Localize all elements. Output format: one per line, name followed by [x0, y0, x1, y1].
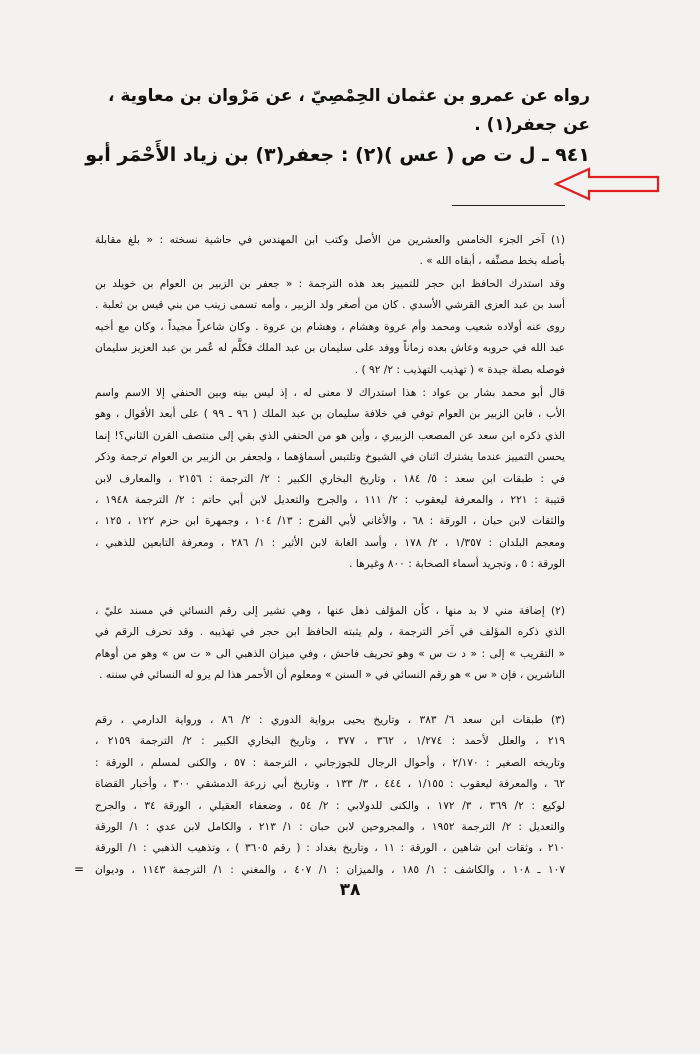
footnote-line: الذي ذكره ابن سعد عن المصعب الزبيري ، وأين هو من الحنفي الذي بقي إلى منتصف القرن الثاني؟! إنما	[95, 429, 565, 442]
footnote-separator	[452, 205, 565, 206]
footnote-line: ٢١٠ ، وثقات ابن شاهين ، الورقة : ١١ ، وتاريخ بغداد : ( رقم ٣٦٠٥ ) ، وتذهيب الذهبي : ١/ الورقة	[95, 842, 565, 855]
footnote-2	[95, 601, 565, 687]
footnote-line: في : طبقات ابن سعد : ٥/ ١٨٤ ، وتاريخ البخاري الكبير : ٢/ الترجمة : ٢١٥٦ ، والمعارف لابن	[95, 472, 565, 485]
footnote-line: والثقات لابن حبان ، الورقة : ٦٨ ، والأغاني لأبي الفرج : ١٣/ ١٠٤ ، وجمهرة ابن حزم ١٢٢ ، ١٢٥ ،	[95, 515, 565, 528]
footnote-line: « التقريب » إلى : « د ت س » وهو تحريف فاحش ، وفي ميزان الذهبي الى « ت س » وهو من أوهام	[95, 647, 565, 660]
main-text-line-1: رواه عن عمرو بن عثمان الحِمْصِيّ ، عن مَرْوان بن معاوية ،	[108, 86, 590, 106]
footnote-line: (٢) إضافة مني لا بد منها ، كأن المؤلف ذهل عنها ، وهي تشير إلى رقم النسائي في مسند عليّ ،	[95, 605, 565, 617]
footnote-line: يحسن التمييز عندما يشترك اثنان في الشيوخ وتلتبس أسماؤهما ، ولجعفر بن الزبير بن العوام ترجمة وذكر	[95, 451, 565, 464]
footnote-line: أسد بن عبد العزى القرشي الأسدي . كان من أصغر ولد الزبير ، وأمه تسمى زينب من بني قيس بن ثعلبة .	[95, 299, 565, 312]
main-text-line-2: عن جعفر(١) .	[474, 115, 590, 135]
footnote-line: وقد استدرك الحافظ ابن حجر للتمييز بعد هذه الترجمة : « جعفر بن الزبير بن العوام بن خويلد بن	[95, 278, 565, 290]
footnote-3	[95, 710, 565, 881]
footnote-line: بأصله بخط مصنِّفه ، أبقاه الله » .	[419, 255, 565, 268]
footnote-line: لوكيع : ٢/ ٣٦٩ ، ٣/ ١٧٢ ، والكنى للدولابي : ٢/ ٥٤ ، وضعفاء العقيلي ، الورقة ٣٤ ، والجرح	[95, 799, 565, 812]
footnote-line: قتيبة : ٢٢١ ، والمعرفة ليعقوب : ٢/ ١١١ ، والجرح والتعديل لابن أبي حاتم : ٢/ الترجمة ١٩٤٨ ،	[95, 493, 565, 506]
footnote-line: ومعجم البلدان : ١/٣٥٧ ، ٢/ ١٧٨ ، وأسد الغابة لابن الأثير : ١/ ٢٨٦ ، ومعرفة التابعين للذهبي ،	[95, 536, 565, 549]
footnote-line: قال أبو محمد بشار بن عواد : هذا استدراك لا معنى له ، إذ ليس بينه وبين الحنفي إلا الاسم واسم	[95, 387, 565, 399]
footnote-line: الذي ذكره المؤلف في آخر الترجمة ، ولم يثبته الحافظ ابن حجر في تهذيبه . وقد تحرف الرقم في	[95, 626, 565, 639]
footnote-line: ٦٢ ، والمعرفة ليعقوب : ١/١٥٥ ، ٤٤٤ ، ٣/ ١٣٣ ، وتاريخ أبي زرعة الدمشقي ٣٠٠ ، وأخبار القضاة	[95, 778, 565, 791]
continuation-mark: =	[74, 862, 85, 876]
footnote-line: الناشرين ، فإن « س » هو رقم النسائي في « السنن » ومعلوم أن الأحمر هذا لم يرو له النسائي في سننه .	[99, 669, 565, 682]
footnote-line: وتاريخه الصغير : ٢/١٧٠ ، وأحوال الرجال للجوزجاني ، الترجمة : ٥٧ ، والكنى لمسلم ، الورقة :	[95, 756, 565, 769]
footnote-line: روى عنه أولاده شعيب ومحمد وأم عروة وهشام ، وهشام بن عروة . وكان شاعراً مجيداً ، وكان مع أخيه	[95, 320, 565, 333]
footnote-line: (١) آخر الجزء الخامس والعشرين من الأصل وكتب ابن المهندس في حاشية نسخته : « بلغ مقابلة	[95, 234, 565, 246]
page-number: ٣٨	[339, 880, 361, 900]
footnote-line: ٢١٩ ، والعلل لأحمد : ١/٢٧٤ ، ٣٦٢ ، ٣٧٧ ، وتاريخ البخاري الكبير : ٢/ الترجمة ٢١٥٩ ،	[95, 735, 565, 748]
red-arrow-left-icon	[553, 166, 663, 202]
footnote-line: ١٠٧ ـ ١٠٨ ، والكاشف : ١/ ١٨٥ ، والميزان : ١/ ٤٠٧ ، والمغني : ١/ الترجمة ١١٤٣ ، وديوان	[95, 863, 565, 876]
footnote-1-paragraph-2	[95, 274, 565, 381]
footnote-1	[95, 230, 565, 273]
footnote-1-paragraph-3	[95, 383, 565, 576]
footnote-line: فوصله بصلة جيدة » ( تهذيب التهذيب : ٢/ ٩٢ ) .	[354, 363, 565, 376]
footnote-line: الأب ، فابن الزبير بن العوام توفي في خلافة سليمان بن عبد الملك ( ٩٦ ـ ٩٩ ) على أبعد الأقوال ، وهو	[95, 408, 565, 421]
footnote-line: (٣) طبقات ابن سعد ٦/ ٣٨٣ ، وتاريخ يحيى برواية الدوري : ٢/ ٨٦ ، ورواية الدارمي ، رقم	[95, 714, 565, 726]
entry-heading-941: ٩٤١ ـ ل ت ص ( عس )(٢) : جعفر(٣) بن زياد الأَحْمَر أبو	[85, 144, 590, 166]
footnote-line: الورقة : ٥ ، وتجريد أسماء الصحابة : ٨٠٠ وغيرها .	[349, 558, 565, 571]
footnote-line: عبد الله في حروبه وعاش بعده زماناً ووفد على سليمان بن عبد الملك فكلَّم له عُمر بن عبد العزيز سليمان	[95, 342, 565, 355]
footnote-line: والتعديل : ٢/ الترجمة ١٩٥٢ ، والمجروحين لابن حبان : ١/ ٢١٣ ، والكامل لابن عدي : ١/ الورقة	[95, 820, 565, 833]
